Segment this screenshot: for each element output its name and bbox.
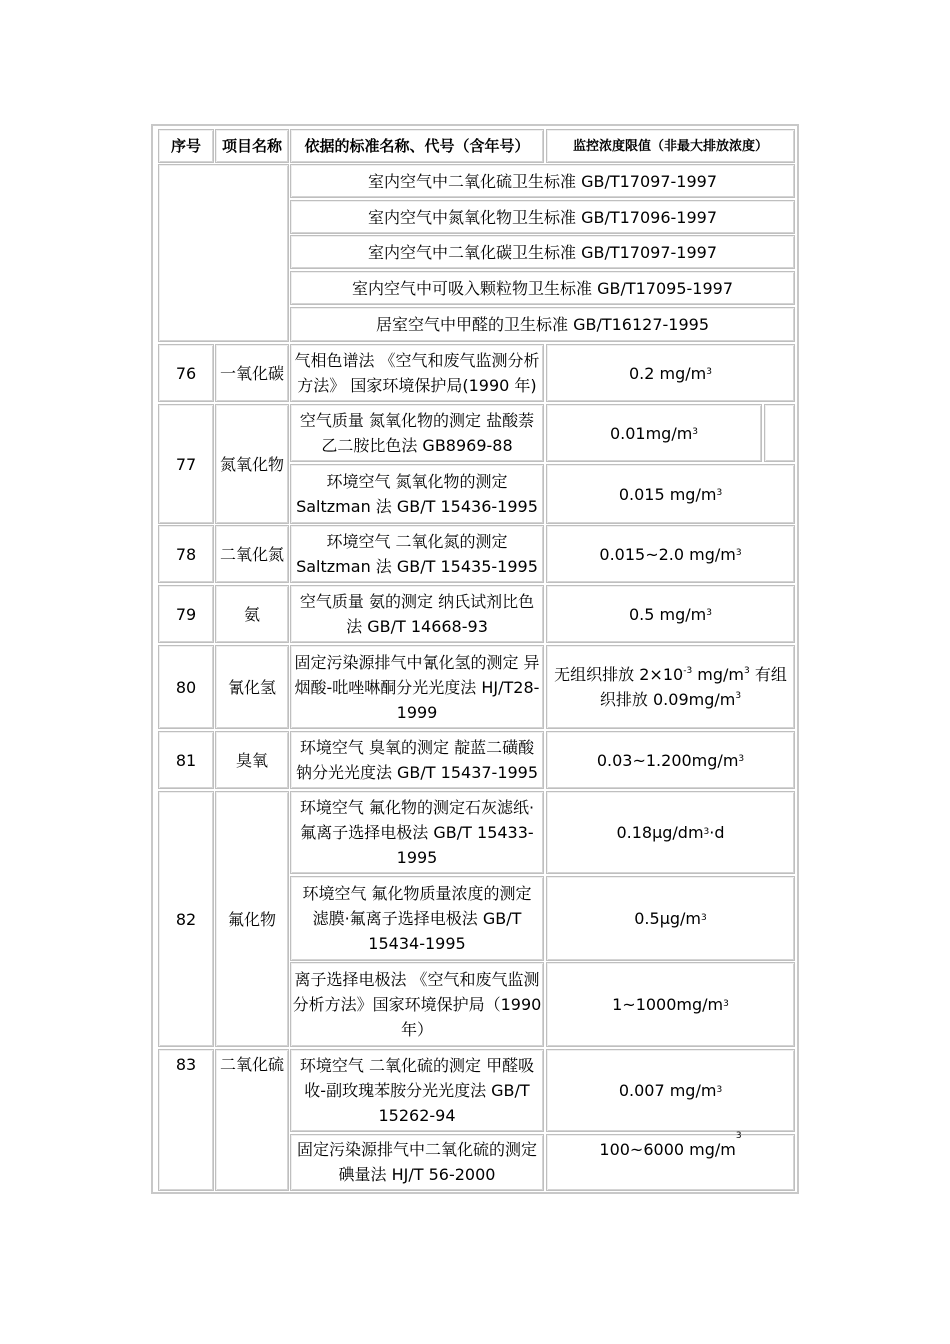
row-limit: 1~1000mg/m $^3$ [546, 962, 795, 1047]
row-standard: 固定污染源排气中二氧化硫的测定 碘量法 HJ/T 56-2000 [290, 1134, 544, 1191]
row-standard: 环境空气 氟化物的测定石灰滤纸·氟离子选择电极法 GB/T 15433-1995 [290, 791, 544, 874]
continuation-standard: 室内空气中二氧化硫卫生标准 GB/T17097-1997 [290, 164, 795, 198]
header-limit: 监控浓度限值（非最大排放浓度） [546, 129, 795, 163]
row-no: 78 [158, 525, 214, 583]
header-item: 项目名称 [215, 129, 289, 163]
row-standard: 空气质量 氮氧化物的测定 盐酸萘乙二胺比色法 GB8969-88 [290, 404, 544, 462]
header-standard: 依据的标准名称、代号（含年号） [290, 129, 544, 163]
row-standard: 气相色谱法 《空气和废气监测分析方法》 国家环境保护局(1990 年) [290, 344, 544, 402]
row-standard: 环境空气 氟化物质量浓度的测定 滤膜·氟离子选择电极法 GB/T 15434-1995 [290, 876, 544, 961]
row-limit: 0.007 mg/m $^3$ [546, 1049, 795, 1132]
row-no: 76 [158, 344, 214, 402]
row-limit: 100~6000 mg/m $^3$ [546, 1134, 795, 1191]
row-standard: 离子选择电极法 《空气和废气监测分析方法》国家环境保护局（1990 年） [290, 962, 544, 1047]
continuation-left-cell [158, 164, 289, 342]
row-limit: 0.2 mg/m $^3$ [546, 344, 795, 402]
continuation-standard: 室内空气中氮氧化物卫生标准 GB/T17096-1997 [290, 200, 795, 234]
row-standard: 环境空气 氮氧化物的测定 Saltzman 法 GB/T 15436-1995 [290, 464, 544, 524]
row-limit: 0.015 mg/m $^3$ [546, 464, 795, 524]
row-limit: 0.5μg/m $^3$ [546, 876, 795, 961]
row-limit: 无组织排放 $2\times 10^{-3}$ $mg/m^3$ 有组织排放 $0.09mg/m^3$ [546, 645, 795, 729]
row-limit: 0.18μg/dm $^3$ ·d [546, 791, 795, 874]
row-item: 氨 [215, 585, 289, 643]
row-no: 81 [158, 731, 214, 789]
row-item: 氮氧化物 [215, 404, 289, 524]
row-no: 77 [158, 404, 214, 524]
row-limit: 0.03~1.200mg/m $^3$ [546, 731, 795, 789]
row-standard: 环境空气 臭氧的测定 靛蓝二磺酸钠分光光度法 GB/T 15437-1995 [290, 731, 544, 789]
row-item: 二氧化硫 [215, 1049, 289, 1191]
empty-cell [764, 404, 795, 462]
row-standard: 环境空气 二氧化硫的测定 甲醛吸收-副玫瑰苯胺分光光度法 GB/T 15262-94 [290, 1049, 544, 1132]
row-standard: 固定污染源排气中氰化氢的测定 异烟酸-吡唑啉酮分光光度法 HJ/T28-1999 [290, 645, 544, 729]
continuation-standard: 居室空气中甲醛的卫生标准 GB/T16127-1995 [290, 307, 795, 342]
continuation-standard: 室内空气中二氧化碳卫生标准 GB/T17097-1997 [290, 235, 795, 269]
row-limit: 0.01mg/m $^3$ [546, 404, 762, 462]
row-limit: 0.015~2.0 mg/m $^3$ [546, 525, 795, 583]
row-no: 82 [158, 791, 214, 1047]
row-item: 臭氧 [215, 731, 289, 789]
row-no: 83 [158, 1049, 214, 1191]
row-item: 二氧化氮 [215, 525, 289, 583]
row-item: 一氧化碳 [215, 344, 289, 402]
continuation-standard: 室内空气中可吸入颗粒物卫生标准 GB/T17095-1997 [290, 271, 795, 305]
row-standard: 环境空气 二氧化氮的测定 Saltzman 法 GB/T 15435-1995 [290, 525, 544, 583]
standards-table [151, 124, 799, 1194]
row-no: 79 [158, 585, 214, 643]
row-standard: 空气质量 氨的测定 纳氏试剂比色法 GB/T 14668-93 [290, 585, 544, 643]
header-no: 序号 [158, 129, 214, 163]
row-no: 80 [158, 645, 214, 729]
row-limit: 0.5 mg/m $^3$ [546, 585, 795, 643]
row-item: 氟化物 [215, 791, 289, 1047]
row-item: 氰化氢 [215, 645, 289, 729]
